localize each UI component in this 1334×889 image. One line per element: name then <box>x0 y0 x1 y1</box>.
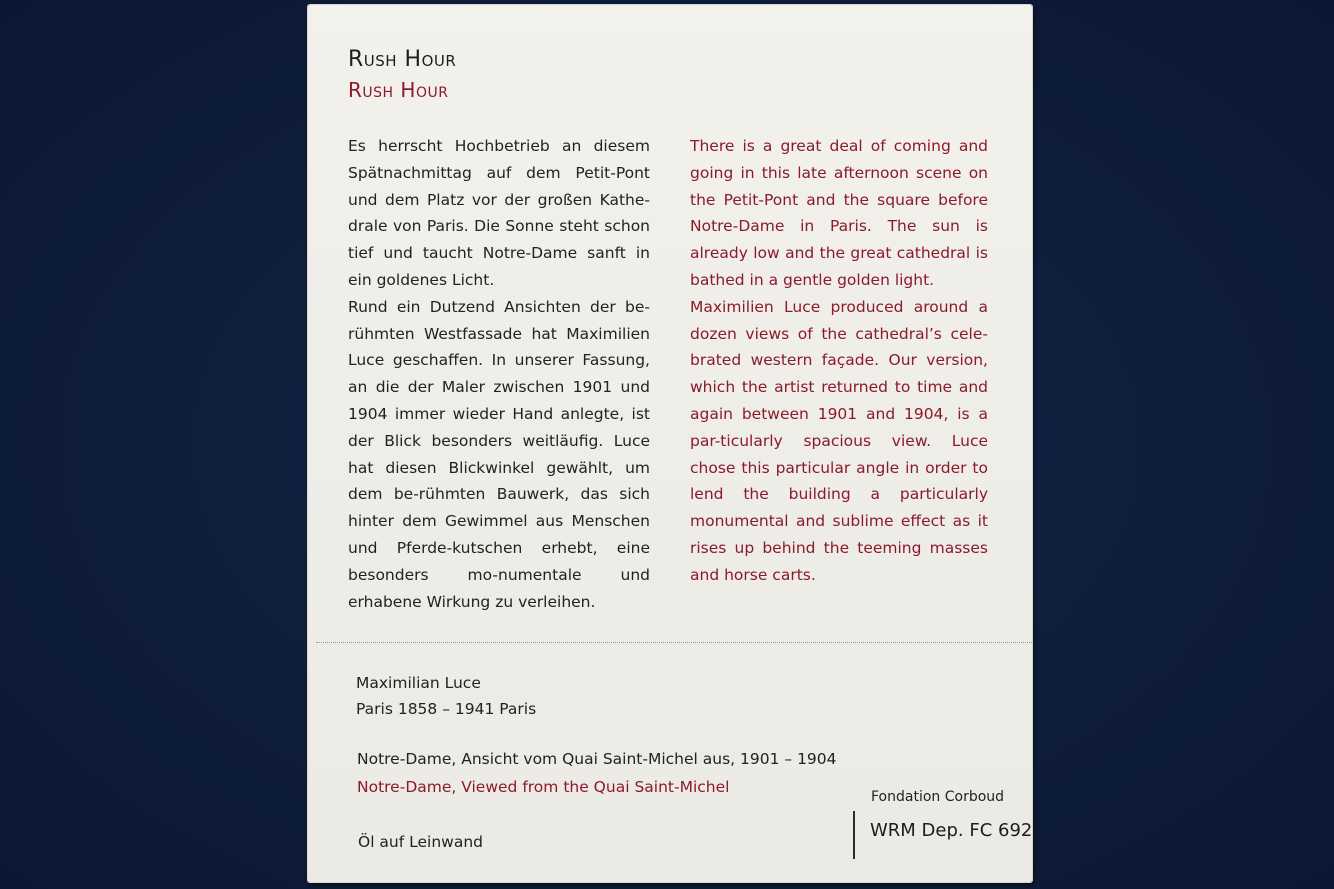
title-english: Rush Hour <box>348 78 449 102</box>
museum-label-card <box>308 5 1032 882</box>
dotted-divider <box>316 642 1032 643</box>
description-english-paragraph-2: Maximilien Luce produced around a dozen views of the cathedral’s cele-brated western façade. Our version, which the artist returned to time and again between 1901 and 1904, is a par-ticularly spacious view. Luce chose this particular angle in order to lend the building a particularly monumental and sublime effect as it rises up behind the teeming masses and horse carts. <box>690 297 988 584</box>
foundation-credit: Fondation Corboud <box>871 789 1005 805</box>
description-english-paragraph-1: There is a great deal of coming and going in this late afternoon scene on the Petit-Pont and the square before Notre-Dame in Paris. The sun is already low and the great cathedral is bathed in a gentle golden light. <box>690 137 988 289</box>
artwork-medium: Öl auf Leinwand <box>358 833 484 851</box>
description-german-paragraph-1: Es herrscht Hochbetrieb an diesem Spätnachmittag auf dem Petit-Pont und dem Platz vor der großen Kathe-drale von Paris. Die Sonne steht schon tief und taucht Notre-Dame sanft in ein goldenes Licht. <box>348 137 650 289</box>
description-german-paragraph-2: Rund ein Dutzend Ansichten der be-rühmten Westfassade hat Maximilien Luce geschaffen. In unserer Fassung, an die der Maler zwischen 1901 und 1904 immer wieder Hand anlegte, ist der Blick besonders weitläufig. Luce hat diesen Blickwinkel gewählt, um dem be-rühmten Bauwerk, das sich hinter dem Gewimmel aus Menschen und Pferde-kutschen erhebt, eine besonders mo-numentale und erhabene Wirkung zu verleihen. <box>348 297 650 611</box>
title-german: Rush Hour <box>348 47 457 72</box>
inventory-number: WRM Dep. FC 692 <box>870 820 1033 841</box>
description-german <box>348 133 650 615</box>
description-english <box>690 133 988 589</box>
artist-name: Maximilian Luce <box>356 674 481 692</box>
inventory-rule <box>853 811 855 859</box>
artist-life-dates: Paris 1858 – 1941 Paris <box>356 700 537 718</box>
artwork-title-english: Notre-Dame, Viewed from the Quai Saint-Michel <box>357 778 730 796</box>
artwork-title-german: Notre-Dame, Ansicht vom Quai Saint-Michel aus, 1901 – 1904 <box>357 750 837 768</box>
